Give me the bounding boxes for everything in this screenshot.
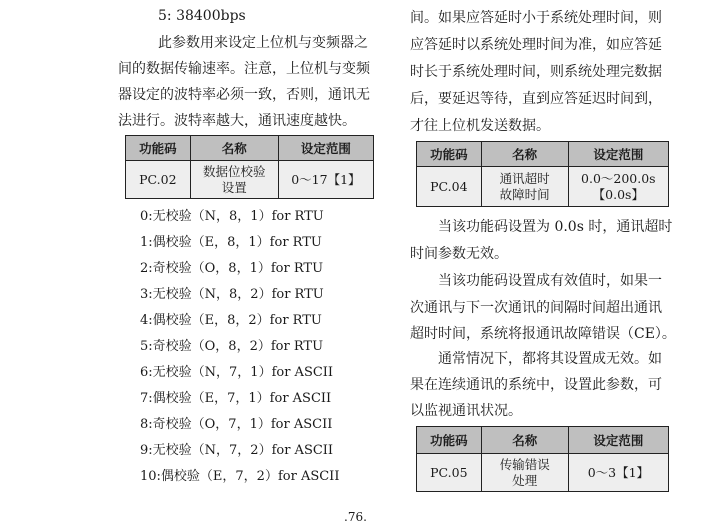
cell-code: PC.05 (417, 454, 482, 492)
cell-name-line: 传输错误 (499, 456, 550, 472)
header-range: 设定范围 (568, 427, 668, 454)
paragraph-line: 此参数用来设定上位机与变频器之 (158, 35, 368, 51)
cell-name-line: 处理 (512, 472, 538, 488)
cell-name-line: 数据位校验 (202, 163, 266, 179)
cell-name (481, 454, 568, 492)
cell-name-line: 设置 (221, 179, 247, 195)
paragraph-line: 器设定的波特率必须一致，否则，通讯无 (118, 87, 370, 103)
paragraph-line: 以监视通讯状况。 (410, 403, 522, 419)
option-item: 9:无校验（N，7，2）for ASCII (140, 443, 334, 458)
paragraph-line: 通常情况下，都将其设置成无效。如 (438, 351, 662, 367)
paragraph-line: 应答延时以系统处理时间为准，如应答延 (410, 37, 662, 53)
paragraph-line: 果在连续通讯的系统中，设置此参数，可 (410, 377, 662, 393)
option-item: 7:偶校验（E，7，1）for ASCII (140, 391, 332, 406)
paragraph-line: 次通讯与下一次通讯的间隔时间超出通讯 (410, 300, 662, 316)
function-code-table-pc05 (416, 426, 669, 492)
cell-range (568, 167, 668, 207)
function-code-table-pc04 (416, 141, 669, 207)
header-name: 名称 (481, 427, 568, 454)
option-item: 5:奇校验（O，8，2）for RTU (140, 339, 324, 354)
option-item: 10:偶校验（E，7，2）for ASCII (140, 469, 340, 484)
option-item: 6:无校验（N，7，1）for ASCII (140, 365, 334, 380)
cell-code: PC.04 (417, 167, 482, 207)
cell-name (190, 161, 278, 199)
option-item: 4:偶校验（E，8，2）for RTU (140, 313, 322, 328)
option-item: 1:偶校验（E，8，1）for RTU (140, 235, 322, 250)
cell-name-line: 故障时间 (499, 186, 550, 202)
cell-range: 0～3【1】 (568, 454, 668, 492)
paragraph-line: 时长于系统处理时间，则系统处理完数据 (410, 64, 662, 80)
cell-name (481, 167, 568, 207)
cell-range-line: 0.0～200.0s (581, 170, 656, 186)
page-number: .76. (344, 510, 367, 524)
paragraph-line: 法进行。波特率越大，通讯速度越快。 (118, 113, 356, 129)
paragraph-line: 当该功能码设置为 0.0s 时，通讯超时 (438, 219, 673, 235)
paragraph-line: 才往上位机发送数据。 (410, 118, 550, 134)
option-item: 0:无校验（N，8，1）for RTU (140, 209, 324, 224)
paragraph-line: 间的数据传输速率。注意，上位机与变频 (118, 61, 370, 77)
cell-range: 0～17【1】 (278, 161, 373, 199)
baud-rate-item: 5: 38400bps (158, 8, 246, 24)
paragraph-line: 间。如果应答延时小于系统处理时间，则 (410, 10, 662, 26)
function-code-table-pc02 (125, 135, 374, 199)
header-range: 设定范围 (568, 142, 668, 167)
header-name: 名称 (190, 136, 278, 161)
header-code: 功能码 (417, 427, 482, 454)
option-item: 2:奇校验（O，8，1）for RTU (140, 261, 324, 276)
header-range: 设定范围 (278, 136, 373, 161)
paragraph-line: 当该功能码设置成有效值时，如果一 (438, 273, 662, 289)
option-item: 3:无校验（N，8，2）for RTU (140, 287, 324, 302)
cell-name-line: 通讯超时 (499, 170, 550, 186)
header-name: 名称 (481, 142, 568, 167)
header-code: 功能码 (126, 136, 191, 161)
option-item: 8:奇校验（O，7，1）for ASCII (140, 417, 333, 432)
paragraph-line: 时间参数无效。 (410, 246, 508, 262)
paragraph-line: 超时时间，系统将报通讯故障错误（CE）。 (410, 326, 676, 342)
cell-range-line: 【0.0s】 (592, 186, 644, 202)
paragraph-line: 后，要延迟等待，直到应答延迟时间到， (410, 91, 662, 107)
header-code: 功能码 (417, 142, 482, 167)
cell-code: PC.02 (126, 161, 191, 199)
